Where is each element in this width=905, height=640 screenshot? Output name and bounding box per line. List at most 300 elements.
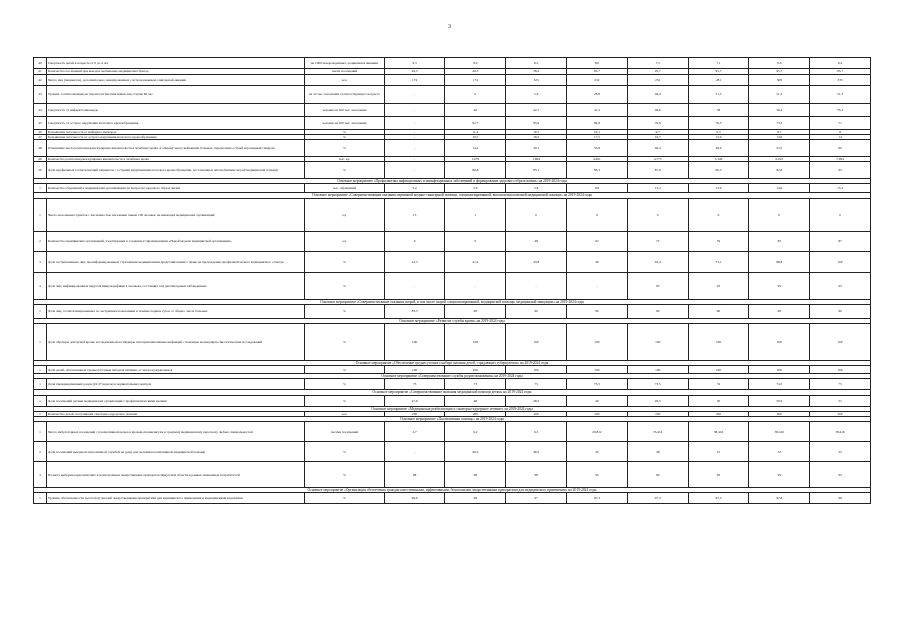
value-cell: 75 — [810, 379, 871, 390]
value-cell: 0 — [688, 198, 749, 231]
unit-cell: ед. — [305, 231, 385, 251]
unit-cell: тысячи посещений — [305, 422, 385, 442]
value-cell: 47,9 — [384, 395, 445, 406]
value-cell: 0 — [749, 198, 810, 231]
value-cell: 46,5 — [506, 442, 567, 462]
value-cell: 200 — [567, 411, 628, 416]
row-number: 1 — [34, 184, 47, 193]
value-cell: 95,7 — [567, 69, 628, 75]
indicator-name: Количество обращений к медицинским организациям по вопросам здорового образа жизни — [46, 184, 304, 193]
unit-cell: % — [305, 304, 385, 318]
value-cell: 51,3 — [688, 86, 749, 104]
value-cell: 13,9 — [688, 184, 749, 193]
value-cell: 38,416 — [749, 422, 810, 442]
table-row — [34, 395, 871, 406]
value-cell: 17,5 — [567, 135, 628, 140]
unit-cell: % — [305, 130, 385, 135]
indicators-table — [33, 57, 871, 504]
value-cell: 93 — [627, 272, 688, 299]
row-number: 3 — [34, 251, 47, 272]
value-cell: 51 — [688, 442, 749, 462]
indicator-name: Полнота выборки наркотических и психотропных лекарственных препаратов Иркутской области в рамках заявленных потребностей — [46, 462, 304, 488]
value-cell: 13 — [384, 198, 445, 231]
value-cell: 95,7 — [688, 69, 749, 75]
value-cell: - — [384, 86, 445, 104]
value-cell: 100 — [506, 366, 567, 374]
value-cell: 23,8 — [567, 86, 628, 104]
table-row — [34, 231, 871, 251]
value-cell: 49 — [567, 395, 628, 406]
value-cell: 200 — [688, 411, 749, 416]
value-cell: 11,4 — [445, 130, 506, 135]
table-row — [34, 140, 871, 157]
row-number: 40 — [34, 58, 47, 69]
row-number: 1 — [34, 395, 47, 406]
value-cell: 38,416 — [810, 422, 871, 442]
value-cell: 80,8 — [445, 162, 506, 179]
value-cell: 16,7 — [627, 135, 688, 140]
indicator-name: Отношение числа рентгенэндоваскулярных вмешательств в лечебных целях, к общему числу выбывших больных, перенесших острый коронарный синдром — [46, 140, 304, 157]
value-cell: 100 — [567, 323, 628, 360]
value-cell: 200 — [627, 411, 688, 416]
value-cell: 100 — [384, 323, 445, 360]
value-cell: - — [384, 162, 445, 179]
value-cell: 4,001 — [567, 157, 628, 162]
value-cell: 8,8 — [567, 184, 628, 193]
value-cell: 14,9 — [749, 135, 810, 140]
indicator-name: Доля преждевременных родов (22-37 недель) в перинатальных центрах — [46, 379, 304, 390]
row-number: 1 — [34, 304, 47, 318]
value-cell: 100 — [688, 323, 749, 360]
value-cell: 99,9 — [384, 493, 445, 504]
value-cell: 323 — [506, 75, 567, 86]
section-title: Основное мероприятие «Развитие службы крови» на 2019-2024 годы — [34, 318, 871, 323]
value-cell: 0 — [506, 198, 567, 231]
value-cell: 308 — [749, 75, 810, 86]
value-cell: 43,8 — [506, 251, 567, 272]
value-cell: 6,2 — [445, 422, 506, 442]
value-cell: 95 — [749, 462, 810, 488]
unit-cell: % — [305, 462, 385, 488]
value-cell: 40,4 — [627, 140, 688, 157]
value-cell: 90 — [567, 304, 628, 318]
value-cell: 100 — [627, 366, 688, 374]
unit-cell: % — [305, 395, 385, 406]
value-cell: 82,8 — [567, 117, 628, 130]
unit-cell: чел. — [305, 411, 385, 416]
value-cell: 97 — [506, 493, 567, 504]
indicator-name: Доля детей, обеспеченных среднесуточным набором питания, от числа нуждающихся — [46, 366, 304, 374]
section-title: Основное мероприятие «Обеспечение среднесуточного набора питания детей, страдающих туберкулезом» на 2019-2024 годы — [34, 360, 871, 365]
value-cell: 0 — [384, 231, 445, 251]
value-cell: 6,023 — [749, 157, 810, 162]
value-cell: 20,812 — [567, 422, 628, 442]
value-cell: 0 — [445, 86, 506, 104]
value-cell: 97,3 — [567, 493, 628, 504]
value-cell: 87,9 — [627, 162, 688, 179]
indicator-name: Смертность от острого нарушения мозгового кровообращения — [46, 117, 304, 130]
value-cell: 53,5 — [749, 140, 810, 157]
value-cell: 1 — [445, 198, 506, 231]
value-cell: 100 — [384, 366, 445, 374]
value-cell: 90,3 — [688, 162, 749, 179]
value-cell: 46,9 — [688, 140, 749, 157]
value-cell: 73,5 — [627, 379, 688, 390]
value-cell: 95 — [810, 162, 871, 179]
table-row — [34, 198, 871, 231]
value-cell: 35,414 — [627, 422, 688, 442]
value-cell: 0 — [445, 231, 506, 251]
table-row — [34, 462, 871, 488]
row-number: 47 — [34, 135, 47, 140]
section-title: Основное мероприятие «Совершенствование оказания медицинской помощи детям» на 2019-2024 годы — [34, 390, 871, 395]
section-title: Основное мероприятие «Медицинская реабилитация и санаторно-курортное лечение» на 2019-2024 годы — [34, 406, 871, 411]
indicator-name: Уровень обеспеченности льготополучателей лекарственными препаратами для медицинского применения и медицинскими изделиями — [46, 493, 304, 504]
value-cell: 30,1 — [506, 140, 567, 157]
value-cell: - — [384, 117, 445, 130]
value-cell: - — [567, 272, 628, 299]
unit-cell: чел. — [305, 75, 385, 86]
unit-cell: тыс. обращений — [305, 184, 385, 193]
unit-cell: % — [305, 251, 385, 272]
table-row — [34, 379, 871, 390]
value-cell: - — [384, 130, 445, 135]
row-number: 49 — [34, 157, 47, 162]
section-title: Основное мероприятие «Совершенствование оказания первичной медико-санитарной помощи, специализированной, высокотехнологичной медицинской помощи» на 2019-2024 годы — [34, 193, 871, 198]
row-number: 45 — [34, 117, 47, 130]
row-number: 46 — [34, 130, 47, 135]
value-cell: 174 — [384, 75, 445, 86]
value-cell: 90 — [627, 304, 688, 318]
value-cell: 58,2 — [506, 69, 567, 75]
value-cell: 13,2 — [627, 184, 688, 193]
value-cell: 51,3 — [810, 86, 871, 104]
value-cell: 52 — [749, 442, 810, 462]
indicator-name: Доля образцов донорской крови, исследованной на маркеры гемотрансмиссивных инфекций с помощью молекулярно-биологических исследований — [46, 323, 304, 360]
table-row — [34, 75, 871, 86]
value-cell: 73 — [384, 379, 445, 390]
value-cell: 90 — [688, 304, 749, 318]
row-number: 1 — [34, 366, 47, 374]
value-cell: 18,5 — [506, 135, 567, 140]
value-cell: 52 — [810, 442, 871, 462]
value-cell: 5,2 — [384, 184, 445, 193]
value-cell: 65,4 — [627, 251, 688, 272]
value-cell: - — [384, 140, 445, 157]
value-cell: 6,5 — [506, 422, 567, 442]
value-cell: 335 — [810, 75, 871, 86]
value-cell: 60 — [810, 140, 871, 157]
section-title: Основное мероприятие «Паллиативная помощь» на 2019-2024 годы — [34, 416, 871, 421]
row-number: 2 — [34, 442, 47, 462]
value-cell: 100 — [810, 366, 871, 374]
unit-cell: % — [305, 162, 385, 179]
value-cell: 4,775 — [627, 157, 688, 162]
unit-cell: на 1000 новорожденных, родившихся живыми — [305, 58, 385, 69]
value-cell: - — [506, 272, 567, 299]
value-cell: 48 — [445, 395, 506, 406]
value-cell: 252 — [627, 75, 688, 86]
value-cell: - — [384, 157, 445, 162]
value-cell: 95 — [810, 272, 871, 299]
table-row — [34, 323, 871, 360]
value-cell: 200 — [810, 411, 871, 416]
value-cell: 100 — [810, 323, 871, 360]
value-cell: 38 — [688, 104, 749, 117]
value-cell: 1,679 — [445, 157, 506, 162]
value-cell: 200 — [445, 411, 506, 416]
value-cell: 39,4 — [627, 86, 688, 104]
value-cell: 200 — [384, 411, 445, 416]
value-cell: 10,1 — [567, 130, 628, 135]
row-number: 1 — [34, 493, 47, 504]
indicator-name: Доля лиц, инфицированных вирусом иммунодефицита человека, состоящих под диспансерным наблюдением — [46, 272, 304, 299]
value-cell: 90 — [506, 304, 567, 318]
value-cell: 98 — [445, 493, 506, 504]
value-cell: 98 — [810, 493, 871, 504]
value-cell: 49,3 — [445, 69, 506, 75]
indicator-name: Больничная летальность от инфаркта миокарда — [46, 130, 304, 135]
value-cell: 90 — [810, 304, 871, 318]
value-cell: 6,4 — [810, 58, 871, 69]
row-number: 1 — [34, 323, 47, 360]
table-row — [34, 117, 871, 130]
unit-cell: человек на 100 тыс. населения — [305, 104, 385, 117]
table-row — [34, 58, 871, 69]
value-cell: 83,1 — [506, 162, 567, 179]
indicator-name: Количество детей, получивших санаторно-курортное лечение — [46, 411, 304, 416]
row-number: 48 — [34, 140, 47, 157]
indicator-name: Количество медицинских организаций, участвующих в создании и тиражировании «Новой модели медицинской организации» — [46, 231, 304, 251]
value-cell: 46,3 — [445, 442, 506, 462]
value-cell: 8,5 — [506, 58, 567, 69]
value-cell: 14,2 — [445, 140, 506, 157]
value-cell: 49,3 — [384, 69, 445, 75]
table-row — [34, 442, 871, 462]
value-cell: 8,9 — [445, 58, 506, 69]
value-cell: 0 — [810, 198, 871, 231]
unit-cell: % — [305, 379, 385, 390]
indicator-name: Смертность детей в возрасте от 0 до 4 лет — [46, 58, 304, 69]
value-cell: 35,1 — [810, 104, 871, 117]
unit-cell: % — [305, 323, 385, 360]
value-cell: 73,1 — [688, 251, 749, 272]
indicator-name: Количество рентгенэндоваскулярных вмешательств в лечебных целях — [46, 157, 304, 162]
row-number: 3 — [34, 462, 47, 488]
value-cell: 90 — [445, 304, 506, 318]
value-cell: 79 — [688, 231, 749, 251]
indicator-name: Число лиц (пациентов), дополнительно эвакуированных с использованием санитарной авиации — [46, 75, 304, 86]
section-title: Основное мероприятие «Совершенствование оказания скорой, в том числе скорой специализированной, медицинской помощи, медицинской эвакуации» на 2019-2024 годы — [34, 299, 871, 304]
value-cell: 41,4 — [445, 251, 506, 272]
row-number: 1 — [34, 379, 47, 390]
value-cell: 87 — [810, 231, 871, 251]
value-cell: 48 — [627, 442, 688, 462]
indicator-name: Доля посещений детьми медицинских организаций с профилактическими целями — [46, 395, 304, 406]
table-row — [34, 422, 871, 442]
value-cell: 9,3 — [384, 58, 445, 69]
value-cell: 281 — [688, 75, 749, 86]
row-number: 1 — [34, 422, 47, 442]
table-row — [34, 272, 871, 299]
value-cell: 1,894 — [506, 157, 567, 162]
value-cell: 83,3 — [384, 304, 445, 318]
value-cell: 46 — [445, 104, 506, 117]
value-cell: 6,6 — [749, 58, 810, 69]
row-number: 1 — [34, 198, 47, 231]
value-cell: 73,3 — [749, 117, 810, 130]
value-cell: 5,8 — [506, 184, 567, 193]
value-cell: 2,7 — [384, 422, 445, 442]
indicator-name: Доля застрахованных лиц, проинформированных страховыми медицинскими представителями о праве на прохождение профилактического медицинского осмотра — [46, 251, 304, 272]
indicator-name: Смертность от инфаркта миокарда — [46, 104, 304, 117]
value-cell: 85,9 — [506, 117, 567, 130]
value-cell: 9,7 — [627, 130, 688, 135]
value-cell: - — [445, 272, 506, 299]
value-cell: 19,5 — [445, 135, 506, 140]
value-cell: 98 — [384, 462, 445, 488]
value-cell: 10,7 — [506, 130, 567, 135]
value-cell: 9,3 — [688, 130, 749, 135]
value-cell: 33,8 — [567, 140, 628, 157]
value-cell: 232 — [567, 75, 628, 86]
value-cell: 95 — [688, 462, 749, 488]
value-cell: 100 — [506, 323, 567, 360]
value-cell: 90 — [749, 304, 810, 318]
value-cell: 95,7 — [810, 69, 871, 75]
value-cell: 95,7 — [749, 69, 810, 75]
unit-cell: % — [305, 135, 385, 140]
indicator-name: Число амбулаторных посещений с паллиативной целью к врачам-специалистам и среднему медицинскому персоналу любых специальностей — [46, 422, 304, 442]
value-cell: 74,5 — [749, 379, 810, 390]
unit-cell: % — [305, 272, 385, 299]
value-cell: 100 — [445, 366, 506, 374]
section-title: Основное мероприятие «Совершенствование службы родовспоможения» на 2019-2024 годы — [34, 374, 871, 379]
row-number: 43 — [34, 86, 47, 104]
value-cell: 0 — [567, 198, 628, 231]
table-row — [34, 493, 871, 504]
value-cell: 95 — [567, 462, 628, 488]
value-cell: 92,6 — [749, 162, 810, 179]
row-number: 41 — [34, 69, 47, 75]
value-cell: 5,349 — [688, 157, 749, 162]
value-cell: 22,3 — [384, 251, 445, 272]
indicator-name: Больничная летальность от острого нарушения мозгового кровообращения — [46, 135, 304, 140]
unit-cell: тыс. ед. — [305, 157, 385, 162]
value-cell: 200 — [506, 411, 567, 416]
value-cell: 72 — [627, 231, 688, 251]
value-cell: 8,7 — [749, 130, 810, 135]
unit-cell: % — [305, 493, 385, 504]
unit-cell: ед. — [305, 198, 385, 231]
value-cell: 79,6 — [627, 117, 688, 130]
value-cell: 15,9 — [688, 135, 749, 140]
value-cell: - — [384, 104, 445, 117]
value-cell: 97,5 — [688, 493, 749, 504]
value-cell: 100 — [567, 366, 628, 374]
table-row — [34, 162, 871, 179]
value-cell: 15,3 — [810, 184, 871, 193]
value-cell: 51 — [810, 395, 871, 406]
value-cell: 45 — [567, 442, 628, 462]
value-cell: 98 — [506, 462, 567, 488]
value-cell: 97,8 — [749, 493, 810, 504]
unit-cell: % — [305, 366, 385, 374]
table-row — [34, 304, 871, 318]
value-cell: 100 — [749, 366, 810, 374]
indicator-name: Количество посещений при выездах мобильных медицинских бригад — [46, 69, 304, 75]
indicator-name: Уровень госпитализации на геронтологические койки лиц старше 60 лет — [46, 86, 304, 104]
value-cell: 42,7 — [506, 104, 567, 117]
indicator-name: Число населенных пунктов с численностью населения свыше 100 человек, не имеющих медицинских организаций — [46, 198, 304, 231]
row-number: 42 — [34, 75, 47, 86]
table-row — [34, 104, 871, 117]
value-cell: 51,3 — [749, 86, 810, 104]
value-cell: 46 — [567, 251, 628, 272]
value-cell: 98 — [445, 462, 506, 488]
value-cell: - — [384, 272, 445, 299]
unit-cell: на 10 тыс. населения соответствующего возраста — [305, 86, 385, 104]
value-cell: 36,4 — [749, 104, 810, 117]
value-cell: 90 — [627, 462, 688, 488]
unit-cell: % — [305, 140, 385, 157]
value-cell: 100 — [810, 251, 871, 272]
value-cell: 14 — [810, 135, 871, 140]
value-cell: 5,6 — [506, 86, 567, 104]
value-cell: 49,5 — [627, 395, 688, 406]
value-cell: 95 — [749, 272, 810, 299]
row-number: 4 — [34, 272, 47, 299]
table-row — [34, 366, 871, 374]
value-cell: 85,3 — [567, 162, 628, 179]
value-cell: 7,1 — [688, 58, 749, 69]
table-row — [34, 184, 871, 193]
value-cell: 100 — [749, 323, 810, 360]
value-cell: 174 — [445, 75, 506, 86]
value-cell: 88,8 — [749, 251, 810, 272]
unit-cell: тысяч посещений — [305, 69, 385, 75]
value-cell: 73 — [506, 379, 567, 390]
value-cell: 41,3 — [567, 104, 628, 117]
section-title: Основное мероприятие «Профилактика инфекционных и неинфекционных заболеваний и формирование здорового образа жизни» на 2019-2024 годы — [34, 179, 871, 184]
indicator-name: Доля профильных госпитализаций пациентов с острыми нарушениями мозгового кровообращения, доставленных автомобилями скорой медицинской помощи — [46, 162, 304, 179]
indicator-name: Доля посещений выездной патронажной службой на дому для оказания паллиативной медицинской помощи — [46, 442, 304, 462]
value-cell: 62 — [567, 231, 628, 251]
value-cell: 93 — [688, 272, 749, 299]
table-row — [34, 251, 871, 272]
value-cell: 100 — [445, 323, 506, 360]
value-cell: 97,3 — [627, 493, 688, 504]
value-cell: 100 — [688, 366, 749, 374]
value-cell: 200 — [749, 411, 810, 416]
value-cell: 74 — [688, 379, 749, 390]
unit-cell: человек на 100 тыс. населения — [305, 117, 385, 130]
value-cell: 95 — [810, 462, 871, 488]
table-row — [34, 86, 871, 104]
value-cell: 73,5 — [567, 379, 628, 390]
row-number: 2 — [34, 231, 47, 251]
value-cell: 38,416 — [688, 422, 749, 442]
value-cell: 95,7 — [627, 69, 688, 75]
unit-cell: % — [305, 442, 385, 462]
value-cell: - — [384, 135, 445, 140]
value-cell: 92,7 — [445, 117, 506, 130]
row-number: 50 — [34, 162, 47, 179]
value-cell: 73 — [445, 379, 506, 390]
value-cell: 7,5 — [627, 58, 688, 69]
page-number: 3 — [448, 24, 451, 30]
value-cell: 83 — [749, 231, 810, 251]
